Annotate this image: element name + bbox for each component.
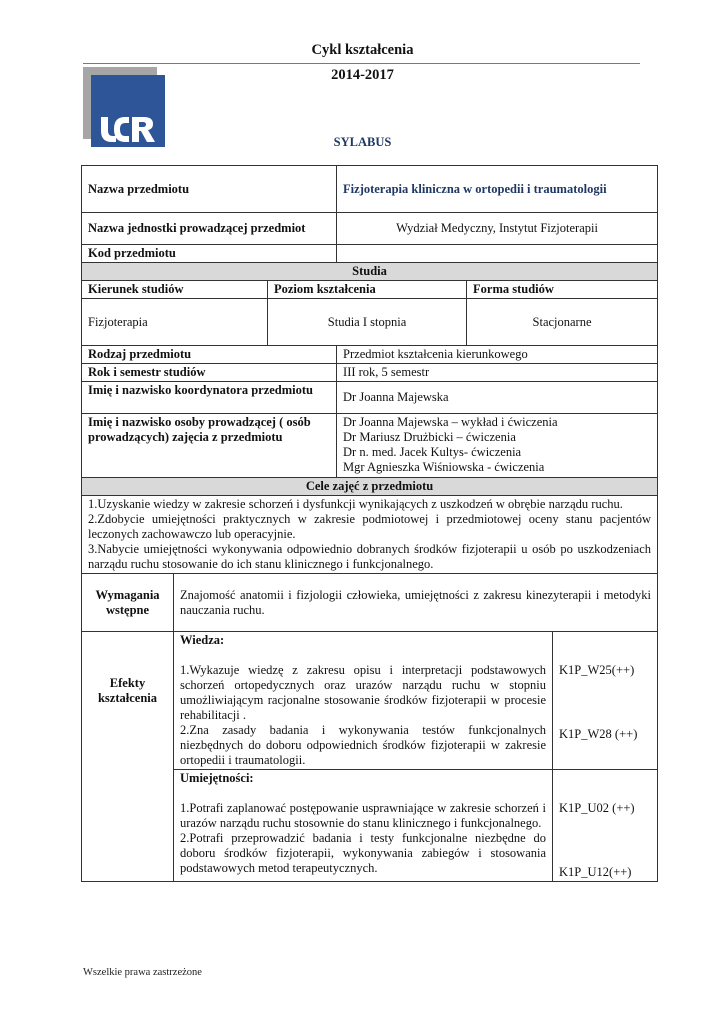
- knowledge-header: Wiedza:: [180, 633, 225, 647]
- studies-header: Studia: [82, 263, 658, 281]
- skills-code: K1P_U02 (++): [559, 801, 635, 815]
- header-cycle: Cykl kształcenia: [311, 42, 414, 58]
- goal-item: 3.Nabycie umiejętności wykonywania odpowiednio dobranych środków fizjoterapii u osób po uszkodzeniach narządu ruchu stosowanie do ich stanu klinicznego i funkcjonalnego.: [88, 542, 652, 571]
- type-label: Rodzaj przedmiotu: [82, 346, 337, 364]
- form-label: Forma studiów: [467, 281, 658, 299]
- header-rule: [83, 63, 640, 64]
- goal-item: 2.Zdobycie umiejętności praktycznych w zakresie podmiotowej i przedmiotowej oceny stanu pacjentów leczonych zachowawczo lub operacyjnie.: [88, 512, 652, 541]
- code-label: Kod przedmiotu: [82, 245, 337, 263]
- teacher-item: Dr Mariusz Drużbicki – ćwiczenia: [343, 430, 516, 444]
- level-label: Poziom kształcenia: [268, 281, 467, 299]
- header-years: 2014-2017: [331, 67, 394, 83]
- teacher-item: Dr n. med. Jacek Kultys- ćwiczenia: [343, 445, 522, 459]
- subject-name-value: Fizjoterapia kliniczna w ortopedii i traumatologii: [337, 166, 658, 213]
- teachers-list: [337, 414, 658, 478]
- code-value: [337, 245, 658, 263]
- knowledge-item: 1.Wykazuje wiedzę z zakresu opisu i interpretacji podstawowych schorzeń ortopedycznych oraz urazów narządu ruchu w stopniu umożliwiającym racjonalne stosowanie środków fizjoterapii w procesie rehabilitacji .: [180, 663, 547, 722]
- teacher-item: Mgr Agnieszka Wiśniowska - ćwiczenia: [343, 460, 545, 474]
- knowledge-code: K1P_W28 (++): [559, 727, 638, 741]
- type-value: Przedmiot kształcenia kierunkowego: [337, 346, 658, 364]
- form-value: Stacjonarne: [467, 299, 658, 346]
- document-type: SYLABUS: [333, 135, 392, 149]
- year-label: Rok i semestr studiów: [82, 364, 337, 382]
- field-value: Fizjoterapia: [82, 299, 268, 346]
- unit-value: Wydział Medyczny, Instytut Fizjoterapii: [337, 213, 658, 245]
- unit-label: Nazwa jednostki prowadzącej przedmiot: [82, 213, 337, 245]
- skills-codes: [553, 770, 658, 882]
- subject-name-label: Nazwa przedmiotu: [82, 166, 337, 213]
- year-value: III rok, 5 semestr: [337, 364, 658, 382]
- coordinator-value: Dr Joanna Majewska: [337, 382, 658, 414]
- goal-item: 1.Uzyskanie wiedzy w zakresie schorzeń i dysfunkcji wynikających z uszkodzeń w obrębie narządu ruchu.: [88, 497, 623, 511]
- teacher-item: Dr Joanna Majewska – wykład i ćwiczenia: [343, 415, 558, 429]
- prereq-value: Znajomość anatomii i fizjologii człowieka, umiejętności z zakresu kinezyterapii i metodyki nauczania ruchu.: [174, 574, 658, 632]
- skills-header: Umiejętności:: [180, 771, 254, 785]
- goals-header: Cele zajęć z przedmiotu: [82, 478, 658, 496]
- footer-copyright: Wszelkie prawa zastrzeżone: [83, 967, 202, 978]
- skills-cell: [174, 770, 553, 882]
- knowledge-item: 2.Zna zasady badania i wykonywania testów funkcjonalnych niezbędnych do doboru odpowiednich środków fizjoterapii w zakresie ortopedii i traumatologii.: [180, 723, 547, 767]
- prereq-label: Wymagania wstępne: [82, 574, 174, 632]
- knowledge-cell: [174, 632, 553, 770]
- goals-list: [82, 496, 658, 574]
- coordinator-label: Imię i nazwisko koordynatora przedmiotu: [82, 382, 337, 414]
- skills-code: K1P_U12(++): [559, 865, 632, 879]
- syllabus-table: [81, 165, 658, 882]
- knowledge-codes: [553, 632, 658, 770]
- level-value: Studia I stopnia: [268, 299, 467, 346]
- knowledge-code: K1P_W25(++): [559, 663, 635, 677]
- skills-item: 1.Potrafi zaplanować postępowanie usprawniające w zakresie schorzeń i urazów narządu ruchu stosownie do stanu klinicznego i funkcjonalnego.: [180, 801, 547, 830]
- teachers-label: Imię i nazwisko osoby prowadzącej ( osób prowadzących) zajęcia z przedmiotu: [82, 414, 337, 478]
- outcomes-label: Efekty kształcenia: [82, 632, 174, 882]
- field-label: Kierunek studiów: [82, 281, 268, 299]
- skills-item: 2.Potrafi przeprowadzić badania i testy funkcjonalne niezbędne do doboru środków fizjoterapii, wykonywania zabiegów i stosowania podstawowych metod terapeutycznych.: [180, 831, 547, 875]
